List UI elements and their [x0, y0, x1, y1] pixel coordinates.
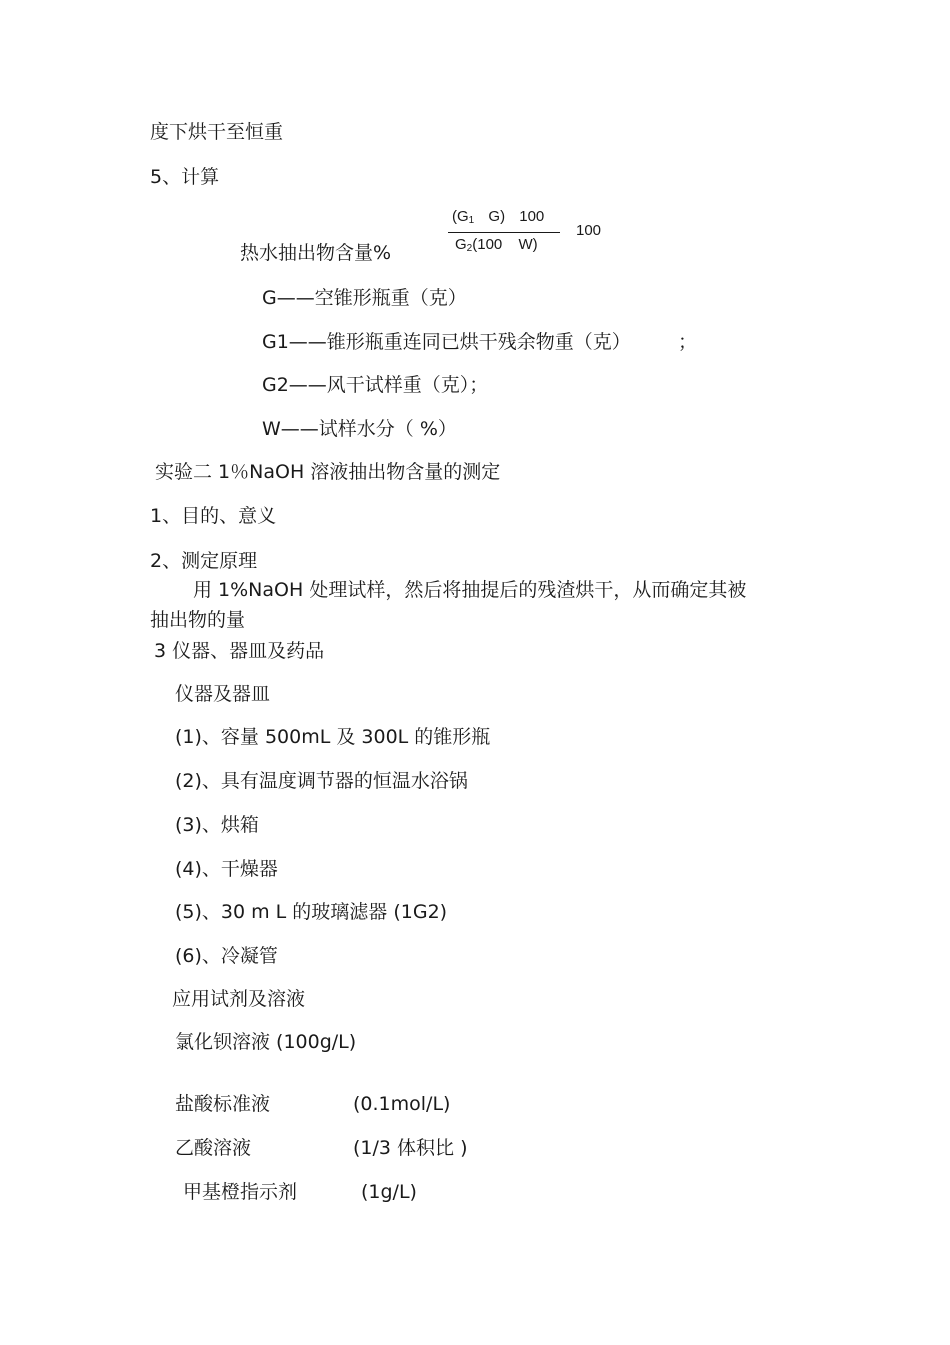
formula-subscript: 1 — [468, 215, 475, 226]
reagent-value: (1/3 体积比 ) — [353, 1137, 468, 1159]
reagent-value: (0.1mol/L) — [353, 1093, 451, 1115]
formula-text: G) — [488, 208, 506, 225]
reagent-name: 甲基橙指示剂 — [183, 1181, 298, 1203]
definition-g1: G1——锥形瓶重连同已烘干残余物重（克） — [262, 331, 631, 353]
list-item: (2)、具有温度调节器的恒温水浴锅 — [175, 770, 468, 792]
definition-g: G——空锥形瓶重（克） — [262, 287, 467, 309]
formula-multiplier: 100 — [576, 222, 602, 239]
text-line: 度下烘干至恒重 — [150, 121, 284, 143]
list-item: (5)、30 m L 的玻璃滤器 (1G2) — [175, 901, 448, 923]
fraction-bar — [448, 232, 560, 233]
formula-numerator — [452, 208, 544, 230]
definition-w: W——试样水分（ %） — [262, 418, 457, 440]
section-heading: 1、目的、意义 — [150, 505, 277, 527]
subheading: 应用试剂及溶液 — [172, 988, 306, 1010]
reagent-name: 盐酸标准液 — [175, 1093, 271, 1115]
section-heading: 2、测定原理 — [150, 550, 258, 572]
experiment-title: 实验二 1％NaOH 溶液抽出物含量的测定 — [155, 461, 501, 483]
paragraph-line: 抽出物的量 — [150, 609, 246, 631]
formula-text: (G — [452, 208, 469, 225]
section-heading: 5、计算 — [150, 166, 220, 188]
formula-text: G — [455, 236, 467, 253]
definition-g2: G2——风干试样重（克）； — [262, 374, 489, 396]
section-heading: 3 仪器、器皿及药品 — [154, 640, 325, 662]
list-item: (6)、冷凝管 — [175, 945, 278, 967]
reagent-name: 乙酸溶液 — [175, 1137, 252, 1159]
list-item: (1)、容量 500mL 及 300L 的锥形瓶 — [175, 726, 491, 748]
paragraph-line: 用 1%NaOH 处理试样，然后将抽提后的残渣烘干，从而确定其被 — [193, 579, 747, 601]
list-item: 氯化钡溶液 (100g/L) — [175, 1031, 357, 1053]
definition-g1-punct: ； — [678, 331, 698, 353]
formula-denominator — [455, 236, 538, 258]
formula-text: (100 — [472, 236, 503, 253]
formula-subscript: 2 — [466, 243, 473, 254]
formula-text: W) — [518, 236, 538, 253]
subheading: 仪器及器皿 — [175, 683, 271, 705]
formula-label: 热水抽出物含量% — [240, 242, 392, 264]
list-item: (3)、烘箱 — [175, 814, 259, 836]
formula-text: 100 — [519, 208, 545, 225]
reagent-value: (1g/L) — [361, 1181, 417, 1203]
list-item: (4)、干燥器 — [175, 858, 278, 880]
